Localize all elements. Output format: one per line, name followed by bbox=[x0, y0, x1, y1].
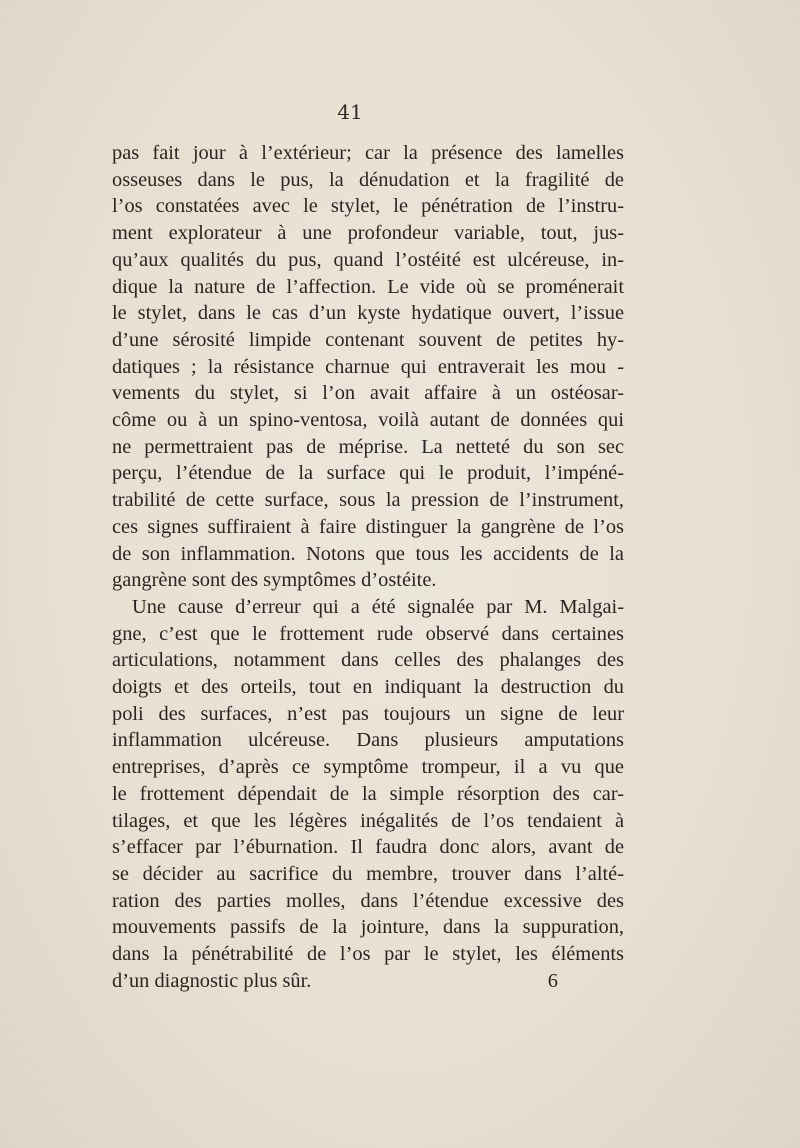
text-line: de son inflammation. Notons que tous les accidents de la bbox=[112, 542, 624, 565]
paragraph-2 bbox=[112, 594, 624, 995]
text-line: dans la pénétrabilité de l’os par le stylet, les éléments bbox=[112, 943, 624, 966]
text-line: tilages, et que les légères inégalités de l’os tendaient à bbox=[112, 809, 624, 832]
text-line: trabilité de cette surface, sous la pression de l’instrument, bbox=[112, 489, 624, 512]
text-line: ration des parties molles, dans l’étendue excessive des bbox=[112, 889, 624, 912]
paragraph-1 bbox=[112, 140, 624, 594]
text-line: gangrène sont des symptômes d’ostéite. bbox=[112, 569, 437, 592]
text-line: qu’aux qualités du pus, quand l’ostéité est ulcéreuse, in- bbox=[112, 248, 624, 271]
page-number: 41 bbox=[337, 100, 363, 124]
text-line: le stylet, dans le cas d’un kyste hydatique ouvert, l’issue bbox=[112, 302, 624, 325]
text-line: s’effacer par l’éburnation. Il faudra donc alors, avant de bbox=[112, 836, 624, 859]
text-line: inflammation ulcéreuse. Dans plusieurs amputations bbox=[112, 729, 624, 752]
text-line: d’un diagnostic plus sûr. bbox=[112, 969, 312, 992]
body-text bbox=[112, 140, 624, 995]
text-line: dique la nature de l’affection. Le vide où se proménerait bbox=[112, 275, 624, 298]
text-line: mouvements passifs de la jointure, dans la suppuration, bbox=[112, 916, 624, 939]
text-line: ces signes suffiraient à faire distinguer la gangrène de l’os bbox=[112, 515, 624, 538]
text-line: pas fait jour à l’extérieur; car la présence des lamelles bbox=[112, 142, 624, 164]
text-line: le frottement dépendait de la simple résorption des car- bbox=[112, 782, 624, 805]
text-line: gne, c’est que le frottement rude observé dans certaines bbox=[112, 622, 624, 645]
text-line: Une cause d’erreur qui a été signalée par M. Malgai- bbox=[132, 595, 624, 618]
text-line: datiques ; la résistance charnue qui entraverait les mou - bbox=[112, 355, 624, 378]
text-line: vements du stylet, si l’on avait affaire à un ostéosar- bbox=[112, 382, 624, 405]
text-line: d’une sérosité limpide contenant souvent de petites hy- bbox=[112, 328, 624, 351]
text-line: côme ou à un spino-ventosa, voilà autant de données qui bbox=[112, 409, 624, 432]
text-line: articulations, notamment dans celles des phalanges des bbox=[112, 649, 624, 672]
text-line: perçu, l’étendue de la surface qui le produit, l’impéné- bbox=[112, 462, 624, 485]
signature-mark: 6 bbox=[547, 969, 558, 992]
text-line: se décider au sacrifice du membre, trouver dans l’alté- bbox=[112, 862, 624, 885]
text-line: ment explorateur à une profondeur variable, tout, jus- bbox=[112, 222, 624, 245]
text-line: doigts et des orteils, tout en indiquant la destruction du bbox=[112, 676, 624, 699]
text-line: poli des surfaces, n’est pas toujours un signe de leur bbox=[112, 702, 624, 725]
text-line: osseuses dans le pus, la dénudation et la fragilité de bbox=[112, 168, 624, 191]
text-line: l’os constatées avec le stylet, le pénétration de l’instru- bbox=[112, 195, 624, 218]
final-line-row bbox=[112, 968, 624, 995]
text-line: ne permettraient pas de méprise. La netteté du son sec bbox=[112, 435, 624, 458]
text-line: entreprises, d’après ce symptôme trompeur, il a vu que bbox=[112, 756, 624, 779]
